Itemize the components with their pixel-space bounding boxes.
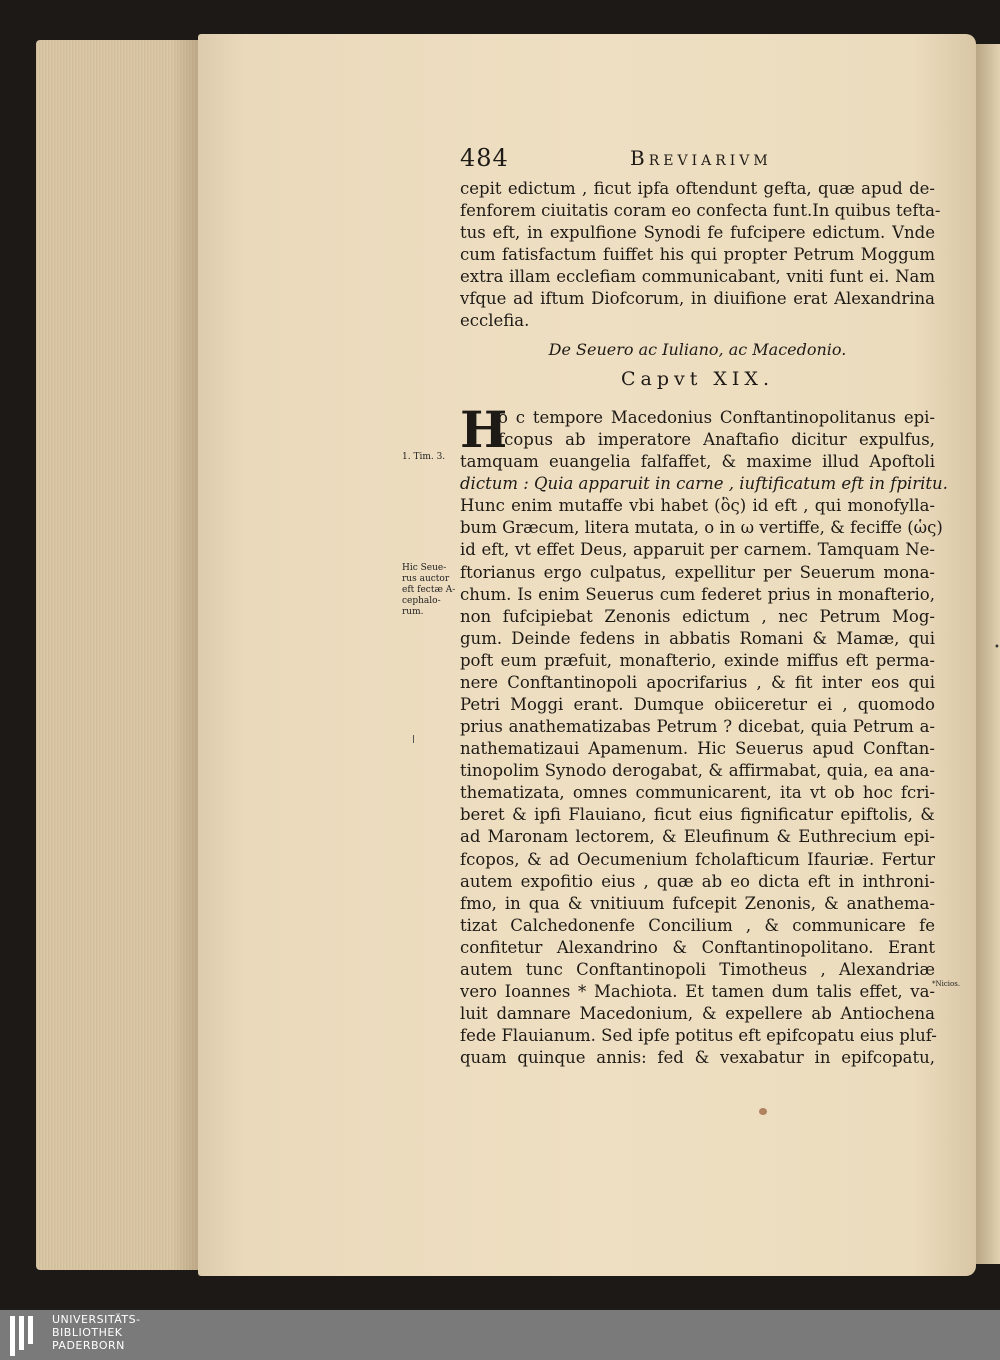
text-line: Hunc enim mutaffe vbi habet (ὃς) id eft , qui monofylla-	[460, 496, 935, 516]
text-line: fenforem ciuitatis coram eo confecta funt.In quibus tefta-	[460, 201, 941, 220]
text-line: nathematizaui Apamenum. Hic Seuerus apud Conftan-	[460, 739, 935, 759]
text-line: ad Maronam lectorem, & Eleufinum & Euthrecium epi-	[460, 827, 935, 847]
library-name	[52, 1313, 141, 1352]
text-line: luit damnare Macedonium, & expellere ab Antiochena	[460, 1004, 935, 1024]
text-line: gum. Deinde fedens in abbatis Romani & Mamæ, qui	[460, 628, 935, 648]
book-page-edges	[36, 40, 206, 1270]
text-line: non fufcipiebat Zenonis edictum , nec Petrum Mog-	[460, 606, 935, 626]
text-line: autem expofitio eius , quæ ab eo dicta eft in inthroni-	[460, 871, 935, 891]
chapter-heading: Capvt XIX.	[620, 368, 775, 390]
text-line: ecclefia.	[460, 311, 530, 330]
drop-cap: H	[460, 400, 508, 459]
text-line: prius anathematizabas Petrum ? dicebat, quia Petrum a-	[460, 717, 935, 737]
text-line: fede Flauianum. Sed ipfe potitus eft epifcopatu eius pluf-	[460, 1026, 937, 1046]
text-line: id eft, vt effet Deus, apparuit per carnem. Tamquam Ne-	[460, 540, 935, 560]
margin-note-line: rum.	[402, 607, 424, 617]
library-name-line: PADERBORN	[52, 1339, 125, 1352]
library-name-line: UNIVERSITÄTS-	[52, 1313, 141, 1326]
text-line: extra illam ecclefiam communicabant, vniti funt ei. Nam	[460, 267, 935, 286]
text-line: beret & ipfi Flauiano, ficut eius fignificatur epiftolis, &	[460, 805, 935, 825]
text-line: fmo, in qua & vnitiuum fufcepit Zenonis, & anathema-	[460, 893, 935, 913]
margin-note-footnote: *Nicios.	[932, 980, 961, 988]
text-line: fcopus ab imperatore Anaftafio dicitur expulfus,	[498, 430, 935, 450]
section-subheading: De Seuero ac Iuliano, ac Macedonio.	[548, 340, 847, 359]
text-line: autem tunc Conftantinopoli Timotheus , Alexandriæ	[460, 959, 935, 979]
paper-stain	[759, 1108, 767, 1115]
text-line: o c tempore Macedonius Conftantinopolitanus epi-	[498, 408, 935, 427]
margin-note-line: rus auctor	[402, 574, 450, 584]
margin-note-line: eft fectæ A-	[402, 585, 456, 595]
library-footer	[0, 1310, 1000, 1360]
page-header	[460, 144, 935, 178]
text-line: nere Conftantinopoli apocrifarius , & fit inter eos qui	[460, 672, 935, 692]
text-line: bum Græcum, litera mutata, o in ω vertiffe, & feciffe (ὡς)	[460, 518, 943, 538]
margin-note-line: Hic Seue-	[402, 563, 447, 573]
text-line: fcopos, & ad Oecumenium fcholafticum Ifauriæ. Fertur	[460, 849, 935, 869]
text-line: chum. Is enim Seuerus cum federet prius in monafterio,	[460, 584, 935, 604]
text-line: vero Ioannes * Machiota. Et tamen dum talis effet, va-	[460, 982, 935, 1002]
facing-page-edge: •	[976, 44, 1000, 1264]
page-number: 484	[460, 144, 509, 172]
paragraph-1	[460, 178, 941, 332]
text-line: tus eft, in expulfione Synodi fe fufcipere edictum. Vnde	[460, 223, 935, 242]
text-line: confitetur Alexandrino & Conftantinopolitano. Erant	[460, 937, 935, 957]
margin-note-line: cephalo-	[402, 596, 441, 606]
running-title: Breviarivm	[630, 146, 772, 170]
library-logo-icon	[10, 1316, 44, 1356]
text-line: poft eum præfuit, monafterio, exinde miffus eft perma-	[460, 650, 935, 670]
ink-mark	[413, 735, 414, 743]
text-line: quam quinque annis: fed & vexabatur in epifcopatu,	[460, 1048, 935, 1068]
margin-note-gloss	[402, 563, 462, 618]
text-line: tizat Calchedonenfe Concilium , & communicare fe	[460, 915, 935, 935]
text-line: tinopolim Synodo derogabat, & affirmabat, quia, ea ana-	[460, 761, 935, 781]
text-line: tamquam euangelia falfaffet, & maxime illud Apoftoli	[460, 452, 935, 472]
library-name-line: BIBLIOTHEK	[52, 1326, 123, 1339]
text-line: ftorianus ergo culpatus, expellitur per Seuerum mona-	[460, 562, 935, 582]
margin-note-reference: 1. Tim. 3.	[402, 452, 446, 462]
text-line: thematizata, omnes communicarent, ita vt ob hoc fcri-	[460, 783, 935, 803]
text-line: cum fatisfactum fuiffet his qui propter Petrum Moggum	[460, 245, 935, 264]
text-line: cepit edictum , ficut ipfa oftendunt gefta, quæ apud de-	[460, 179, 935, 198]
text-line: Petri Moggi erant. Dumque obiiceretur ei , quomodo	[460, 695, 935, 715]
text-line: vfque ad iftum Diofcorum, in diuifione erat Alexandrina	[460, 289, 935, 308]
text-line: dictum : Quia apparuit in carne , iuftificatum eft in fpiritu.	[460, 474, 948, 494]
